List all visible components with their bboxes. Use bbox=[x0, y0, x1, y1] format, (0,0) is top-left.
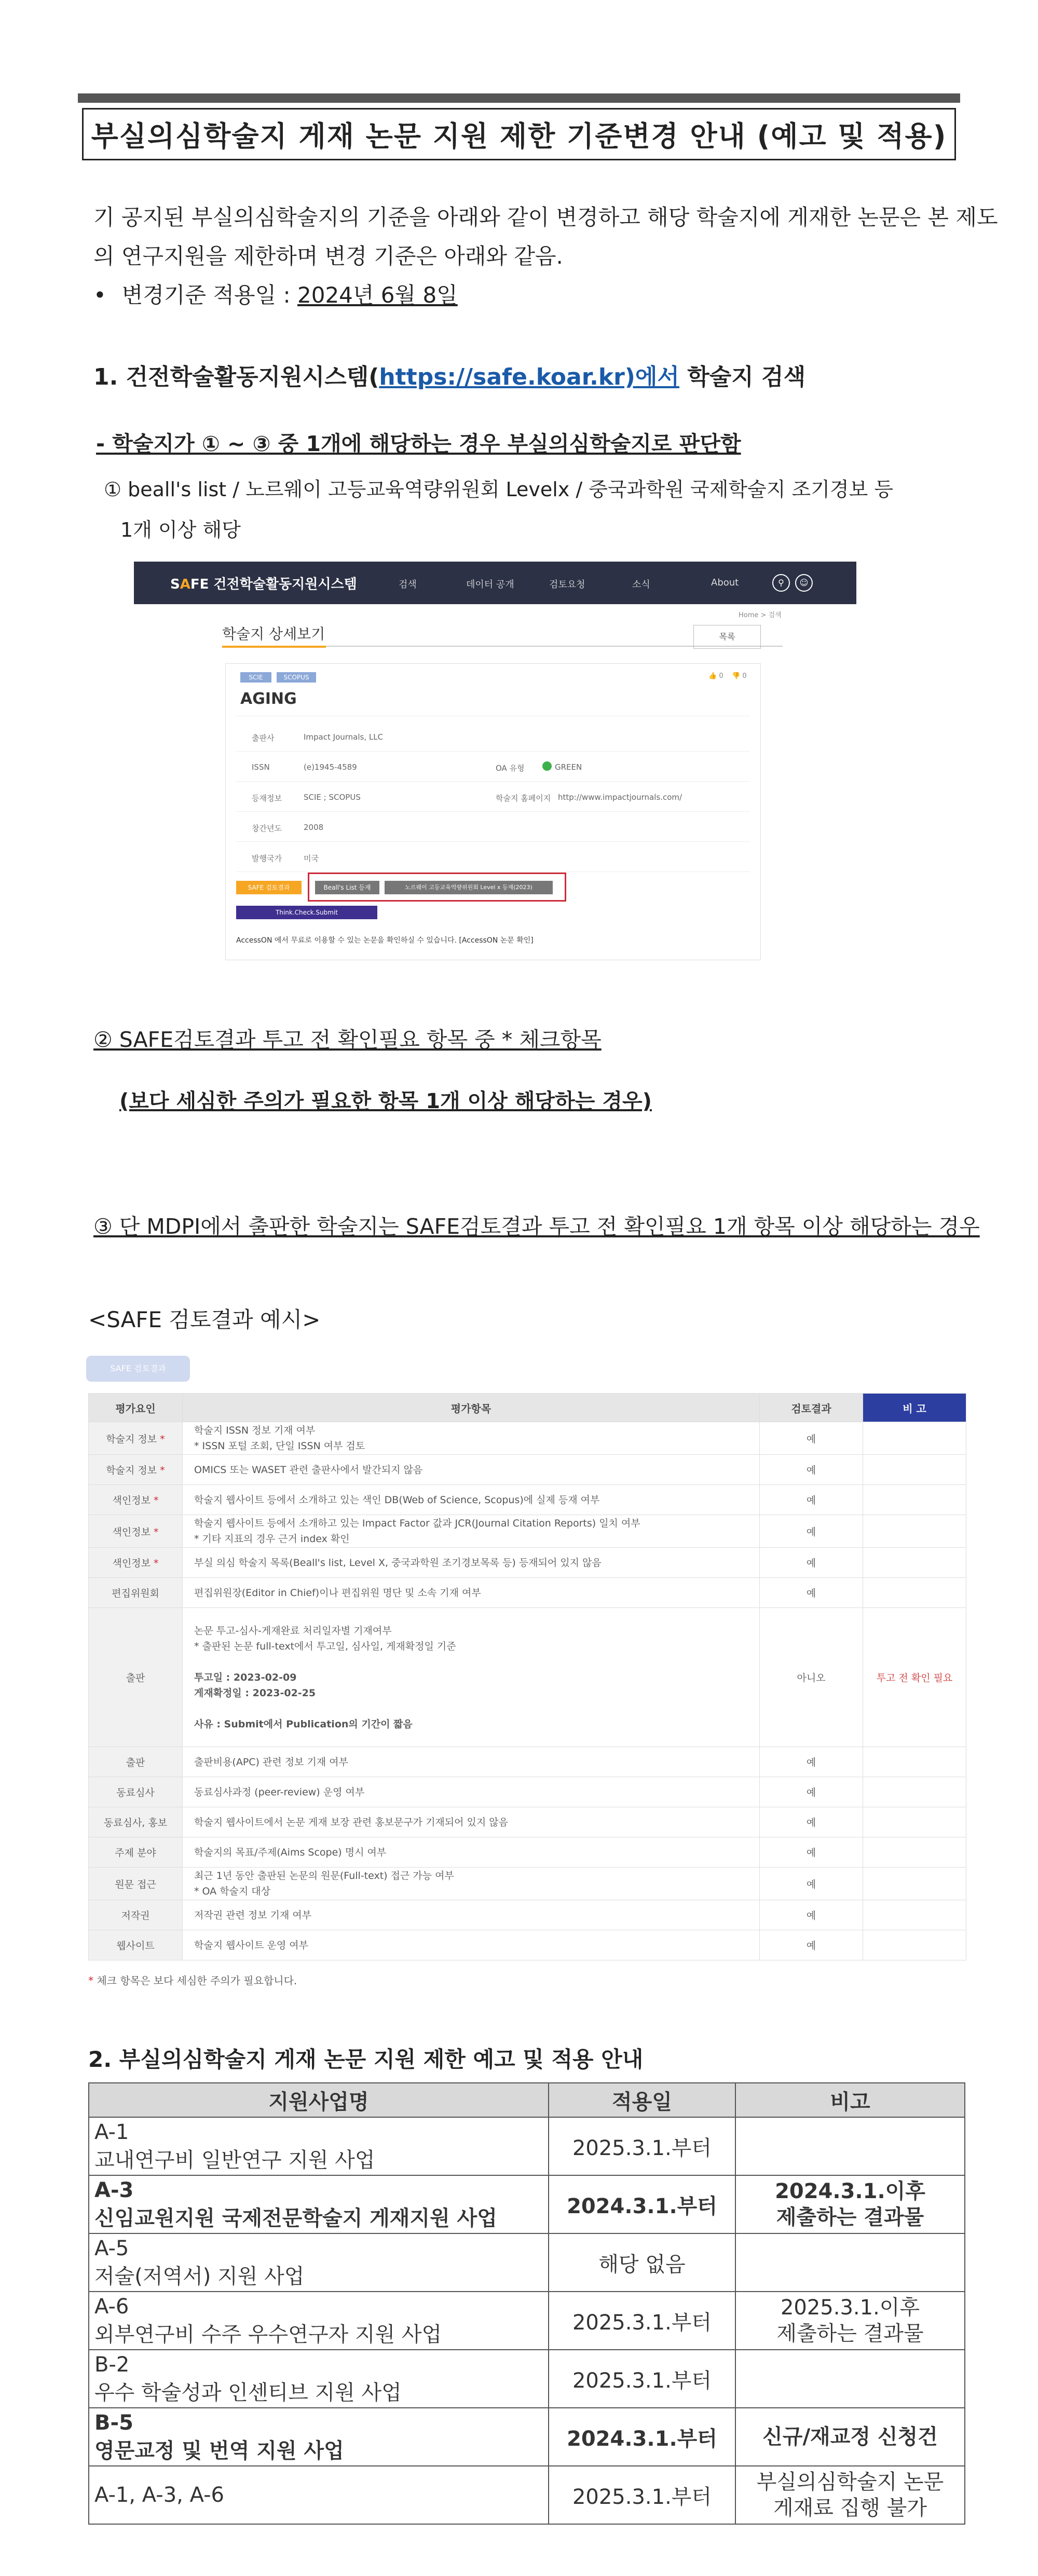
like-count[interactable]: 👍 0 bbox=[708, 672, 723, 680]
intro-line-1: 기 공지된 부실의심학술지의 기준을 아래와 같이 변경하고 해당 학술지에 게재한 논문은 본 제도 bbox=[93, 205, 998, 230]
section1-heading-suffix: 학술지 검색 bbox=[679, 364, 806, 390]
apply-date: 2025.3.1.부터 bbox=[549, 2117, 735, 2175]
col-program: 지원사업명 bbox=[89, 2083, 549, 2117]
section2-heading: 2. 부실의심학술지 게재 논문 지원 제한 예고 및 적용 안내 bbox=[88, 2047, 644, 2072]
remark: 2024.3.1.이후 제출하는 결과물 bbox=[735, 2175, 965, 2233]
program-name: A-1, A-3, A-6 bbox=[89, 2466, 549, 2524]
field-country-value: 미국 bbox=[304, 854, 319, 863]
oa-label: OA 유형 bbox=[496, 764, 525, 773]
row-item: 논문 투고-심사-게재완료 처리일자별 기재여부 * 출판된 논문 full-text에서 투고일, 심사일, 게재확정일 기준 투고일 : 2023-02-09 게재확정일 : 2023-02-25 사유 : Submit에서 Publication의 기간이 짧음 bbox=[183, 1608, 760, 1747]
table-row bbox=[89, 2175, 965, 2233]
title-bar bbox=[78, 93, 960, 163]
row-result: 예 bbox=[760, 1747, 863, 1777]
dislike-count[interactable]: 👎 0 bbox=[732, 672, 747, 680]
bullet-date: 2024년 6월 8일 bbox=[297, 282, 458, 308]
program-name: A-3 신임교원지원 국제전문학술지 게재지원 사업 bbox=[89, 2175, 549, 2233]
row-factor: 색인정보 * bbox=[89, 1548, 183, 1578]
row-note bbox=[863, 1930, 966, 1960]
row-note: 투고 전 확인 필요 bbox=[863, 1608, 966, 1747]
intro-bullet: • 변경기준 적용일 : 2024년 6월 8일 bbox=[93, 282, 458, 308]
row-item: 학술지 웹사이트 등에서 소개하고 있는 Impact Factor 값과 JCR(Journal Citation Reports) 일치 여부 * 기타 지표의 경우 근거 index 확인 bbox=[183, 1515, 760, 1548]
table-row bbox=[89, 2292, 965, 2350]
list-button[interactable]: 목록 bbox=[693, 625, 761, 649]
page-title: 부실의심학술지 게재 논문 지원 제한 기준변경 안내 (예고 및 적용) bbox=[82, 108, 956, 160]
program-name: B-5 영문교정 및 번역 지원 사업 bbox=[89, 2408, 549, 2466]
row-result: 예 bbox=[760, 1900, 863, 1930]
row-item: 동료심사과정 (peer-review) 운영 여부 bbox=[183, 1777, 760, 1807]
row-result: 예 bbox=[760, 1455, 863, 1485]
row-note bbox=[863, 1548, 966, 1578]
remark bbox=[735, 2117, 965, 2175]
row-result: 예 bbox=[760, 1548, 863, 1578]
row-item: 부실 의심 학술지 목록(Beall's list, Level X, 중국과학원 조기경보목록 등) 등재되어 있지 않음 bbox=[183, 1548, 760, 1578]
nav-search[interactable]: 검색 bbox=[399, 579, 417, 590]
field-index-value: SCIE ; SCOPUS bbox=[304, 793, 361, 802]
row-result: 예 bbox=[760, 1868, 863, 1900]
criteria-1-line-2: 1개 이상 해당 bbox=[120, 519, 241, 541]
row-factor: 출판 bbox=[89, 1747, 183, 1777]
criteria-2-line-1: ② SAFE검토결과 투고 전 확인필요 항목 중 * 체크항목 bbox=[93, 1027, 602, 1052]
table-row bbox=[89, 1837, 966, 1868]
row-result: 예 bbox=[760, 1807, 863, 1837]
row-note bbox=[863, 1485, 966, 1515]
row-note bbox=[863, 1837, 966, 1868]
row-factor: 색인정보 * bbox=[89, 1485, 183, 1515]
field-publisher-value: Impact Journals, LLC bbox=[304, 732, 384, 742]
row-note bbox=[863, 1777, 966, 1807]
row-factor: 편집위원회 bbox=[89, 1578, 183, 1608]
table-row bbox=[89, 2408, 965, 2466]
table-row bbox=[89, 1807, 966, 1837]
field-founded-label: 창간년도 bbox=[252, 824, 282, 833]
safe-link[interactable]: https://safe.koar.kr)에서 bbox=[379, 364, 679, 390]
row-result: 예 bbox=[760, 1485, 863, 1515]
intro-line-2: 의 연구지원을 제한하며 변경 기준은 아래와 같음. bbox=[93, 243, 563, 269]
row-item: 편집위원장(Editor in Chief)이나 편집위원 명단 및 소속 기재 여부 bbox=[183, 1578, 760, 1608]
criteria-2-line-2: (보다 세심한 주의가 필요한 항목 1개 이상 해당하는 경우) bbox=[119, 1089, 652, 1113]
row-factor: 출판 bbox=[89, 1608, 183, 1747]
program-name: A-6 외부연구비 수주 우수연구자 지원 사업 bbox=[89, 2292, 549, 2350]
row-note bbox=[863, 1515, 966, 1548]
breadcrumb: Home > 검색 bbox=[739, 611, 782, 619]
col-item: 평가항목 bbox=[183, 1394, 760, 1422]
safe-result-badge: SAFE 검토결과 bbox=[86, 1356, 190, 1382]
col-note: 비 고 bbox=[863, 1394, 966, 1422]
remark bbox=[735, 2233, 965, 2292]
program-name: A-5 저술(저역서) 지원 사업 bbox=[89, 2233, 549, 2292]
table-row bbox=[89, 1422, 966, 1455]
row-factor: 원문 접근 bbox=[89, 1868, 183, 1900]
apply-date: 2025.3.1.부터 bbox=[549, 2350, 735, 2408]
journal-name: AGING bbox=[240, 690, 297, 708]
row-item: OMICS 또는 WASET 관련 출판사에서 발간되지 않음 bbox=[183, 1455, 760, 1485]
safe-logo: SAFE 건전학술활동지원시스템 bbox=[170, 576, 357, 592]
detail-heading: 학술지 상세보기 bbox=[222, 625, 325, 643]
table-row bbox=[89, 1930, 966, 1960]
row-factor: 저작권 bbox=[89, 1900, 183, 1930]
field-issn-value: (e)1945-4589 bbox=[304, 762, 357, 772]
tag-scopus: SCOPUS bbox=[277, 672, 316, 683]
accesson-notice[interactable]: AccessON 에서 무료로 이용할 수 있는 논문을 확인하실 수 있습니다. [AccessON 논문 확인] bbox=[236, 936, 534, 945]
field-issn-label: ISSN bbox=[252, 762, 270, 772]
safe-screenshot bbox=[134, 562, 856, 972]
field-country-label: 발행국가 bbox=[252, 854, 282, 863]
criteria-3: ③ 단 MDPI에서 출판한 학술지는 SAFE검토결과 투고 전 확인필요 1개 항목 이상 해당하는 경우 bbox=[93, 1214, 980, 1239]
section1-sub: - 학술지가 ① ~ ③ 중 1개에 해당하는 경우 부실의심학술지로 판단함 bbox=[96, 431, 741, 456]
apply-date: 해당 없음 bbox=[549, 2233, 735, 2292]
row-factor: 학술지 정보 * bbox=[89, 1455, 183, 1485]
row-note bbox=[863, 1455, 966, 1485]
section1-heading bbox=[93, 358, 805, 391]
row-item: 학술지 웹사이트 운영 여부 bbox=[183, 1930, 760, 1960]
apply-date: 2024.3.1.부터 bbox=[549, 2408, 735, 2466]
table-row bbox=[89, 1455, 966, 1485]
remark bbox=[735, 2350, 965, 2408]
row-note bbox=[863, 1747, 966, 1777]
beall-list-button[interactable]: Beall's List 등재 bbox=[315, 881, 379, 894]
criteria-1-line-1: ① beall's list / 노르웨이 고등교육역량위원회 Levelx / 중국과학원 국제학술지 조기경보 등 bbox=[104, 478, 894, 501]
program-name: B-2 우수 학술성과 인센티브 지원 사업 bbox=[89, 2350, 549, 2408]
field-index-label: 등재정보 bbox=[252, 794, 282, 803]
row-result: 예 bbox=[760, 1515, 863, 1548]
table-row bbox=[89, 2466, 965, 2524]
table-row bbox=[89, 2117, 965, 2175]
col-date: 적용일 bbox=[549, 2083, 735, 2117]
row-item: 최근 1년 동안 출판된 논문의 원문(Full-text) 접근 가능 여부 * OA 학술지 대상 bbox=[183, 1868, 760, 1900]
table-row bbox=[89, 1900, 966, 1930]
row-note bbox=[863, 1578, 966, 1608]
nav-news[interactable]: 소식 bbox=[632, 579, 650, 590]
row-result: 아니오 bbox=[760, 1608, 863, 1747]
nav-data[interactable]: 데이터 공개 bbox=[466, 579, 514, 590]
support-table bbox=[88, 2082, 965, 2525]
section1-heading-prefix: 1. 건전학술활동지원시스템( bbox=[93, 364, 379, 390]
table-row bbox=[89, 1608, 966, 1747]
row-factor: 색인정보 * bbox=[89, 1515, 183, 1548]
table-row bbox=[89, 1747, 966, 1777]
row-note bbox=[863, 1900, 966, 1930]
col-remark: 비고 bbox=[735, 2083, 965, 2117]
row-result: 예 bbox=[760, 1777, 863, 1807]
row-note bbox=[863, 1422, 966, 1455]
remark: 2025.3.1.이후 제출하는 결과물 bbox=[735, 2292, 965, 2350]
table-row bbox=[89, 1515, 966, 1548]
tag-scie: SCIE bbox=[240, 672, 271, 683]
oa-value: GREEN bbox=[555, 762, 582, 772]
remark: 신규/재교정 신청건 bbox=[735, 2408, 965, 2466]
row-result: 예 bbox=[760, 1578, 863, 1608]
row-factor: 동료심사 bbox=[89, 1777, 183, 1807]
table-row bbox=[89, 2233, 965, 2292]
think-check-submit-button[interactable]: Think.Check.Submit bbox=[236, 906, 377, 919]
program-name: A-1 교내연구비 일반연구 지원 사업 bbox=[89, 2117, 549, 2175]
table-row bbox=[89, 1777, 966, 1807]
apply-date: 2025.3.1.부터 bbox=[549, 2466, 735, 2524]
row-result: 예 bbox=[760, 1422, 863, 1455]
row-item: 학술지 웹사이트 등에서 소개하고 있는 색인 DB(Web of Science, Scopus)에 실제 등재 여부 bbox=[183, 1485, 760, 1515]
row-item: 학술지의 목표/주제(Aims Scope) 명시 여부 bbox=[183, 1837, 760, 1868]
row-item: 학술지 ISSN 정보 기재 여부 * ISSN 포털 조회, 단일 ISSN 여부 검토 bbox=[183, 1422, 760, 1455]
homepage-value[interactable]: http://www.impactjournals.com/ bbox=[558, 793, 682, 802]
row-item: 출판비용(APC) 관련 정보 기재 여부 bbox=[183, 1747, 760, 1777]
search-icon[interactable]: ⚲ bbox=[772, 574, 790, 592]
row-factor: 동료심사, 홍보 bbox=[89, 1807, 183, 1837]
remark: 부실의심학술지 논문 게재료 집행 불가 bbox=[735, 2466, 965, 2524]
field-founded-value: 2008 bbox=[304, 823, 324, 832]
row-note bbox=[863, 1868, 966, 1900]
field-publisher-label: 출판사 bbox=[252, 733, 275, 743]
user-icon[interactable]: ☺ bbox=[795, 574, 813, 592]
highlight-frame bbox=[308, 873, 566, 902]
row-note bbox=[863, 1807, 966, 1837]
safe-example-heading: <SAFE 검토결과 예시> bbox=[88, 1307, 321, 1332]
norway-level-button[interactable]: 노르웨이 고등교육역량위원회 Level x 등재(2023) bbox=[385, 881, 553, 894]
safe-footnote: * 체크 항목은 보다 세심한 주의가 필요합니다. bbox=[88, 1974, 297, 1987]
apply-date: 2025.3.1.부터 bbox=[549, 2292, 735, 2350]
journal-card bbox=[225, 663, 761, 960]
row-item: 저작권 관련 정보 기재 여부 bbox=[183, 1900, 760, 1930]
row-item: 학술지 웹사이트에서 논문 게재 보장 관련 홍보문구가 기재되어 있지 않음 bbox=[183, 1807, 760, 1837]
oa-green-icon bbox=[542, 761, 552, 771]
table-row bbox=[89, 2350, 965, 2408]
row-factor: 학술지 정보 * bbox=[89, 1422, 183, 1455]
safe-result-table bbox=[88, 1393, 966, 1960]
table-row bbox=[89, 1548, 966, 1578]
row-factor: 주제 분야 bbox=[89, 1837, 183, 1868]
bullet-label: 변경기준 적용일 : bbox=[121, 282, 297, 308]
homepage-label: 학술지 홈페이지 bbox=[496, 794, 551, 803]
table-row bbox=[89, 1868, 966, 1900]
row-result: 예 bbox=[760, 1930, 863, 1960]
nav-review[interactable]: 검토요청 bbox=[549, 579, 585, 590]
col-result: 검토결과 bbox=[760, 1394, 863, 1422]
row-factor: 웹사이트 bbox=[89, 1930, 183, 1960]
col-factor: 평가요인 bbox=[89, 1394, 183, 1422]
nav-about[interactable]: About bbox=[711, 577, 739, 588]
table-row bbox=[89, 1485, 966, 1515]
table-row bbox=[89, 1578, 966, 1608]
safe-result-button[interactable]: SAFE 검토결과 bbox=[236, 881, 302, 894]
row-result: 예 bbox=[760, 1837, 863, 1868]
apply-date: 2024.3.1.부터 bbox=[549, 2175, 735, 2233]
